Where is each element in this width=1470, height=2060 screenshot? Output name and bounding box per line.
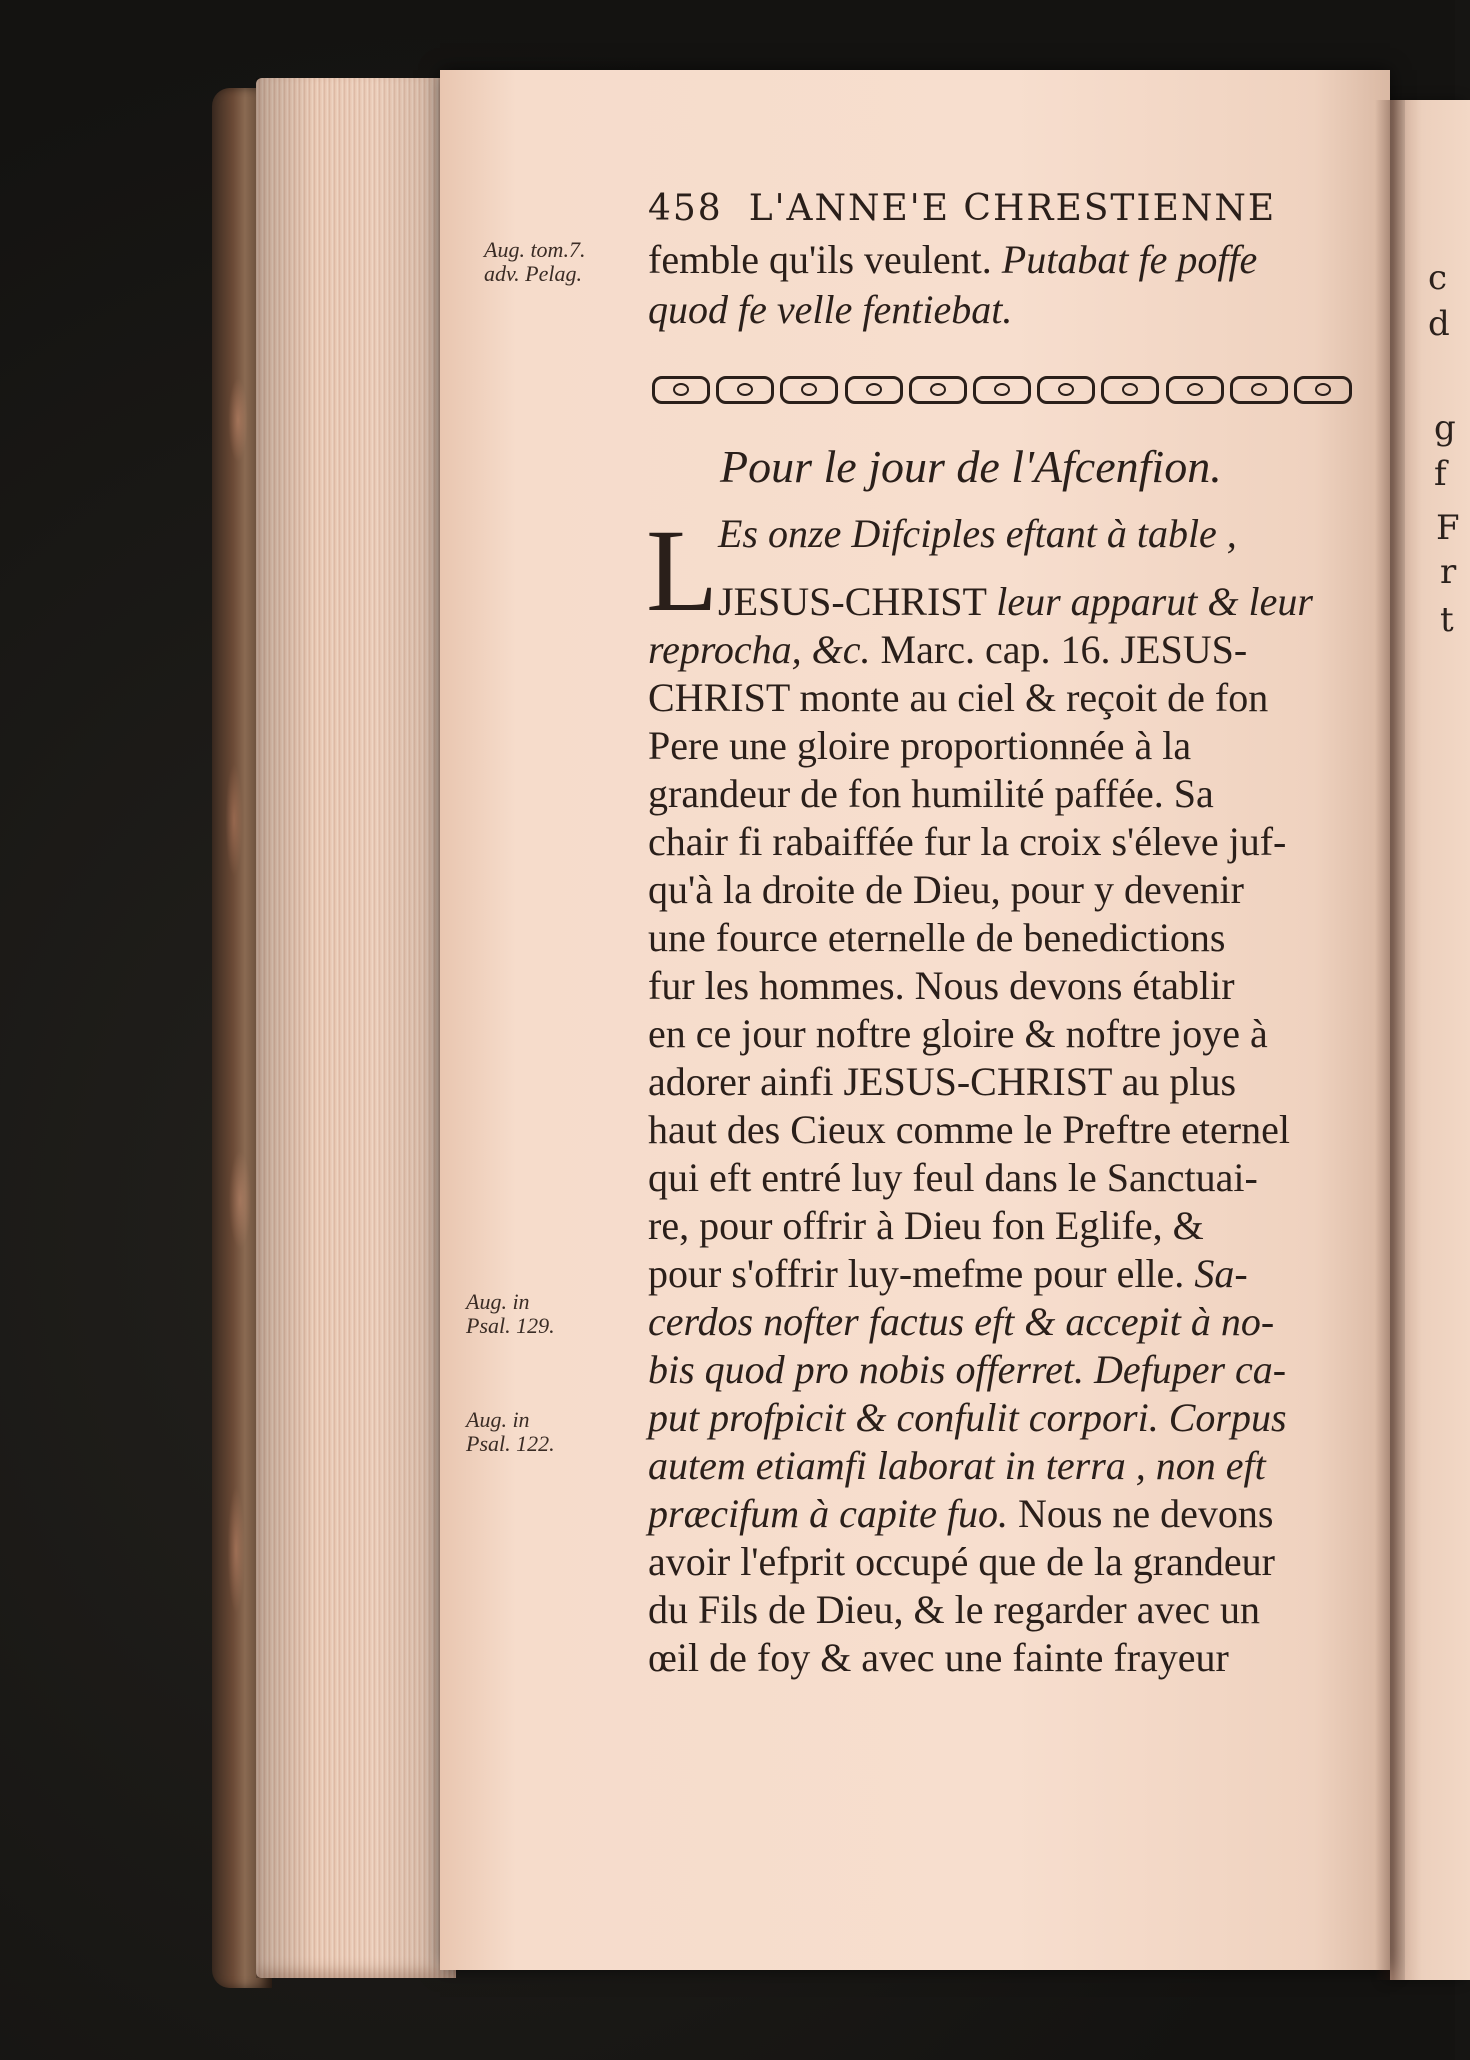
margin-note-line: Aug. in bbox=[466, 1289, 530, 1314]
text-roman: qui eft entré luy feul dans le Sanctuai- bbox=[648, 1155, 1258, 1200]
text-line bbox=[648, 1442, 1353, 1490]
text-roman: avoir l'efprit occupé que de la grandeur bbox=[648, 1539, 1275, 1584]
text-italic: quod fe velle fentiebat. bbox=[648, 287, 1013, 332]
text-line bbox=[648, 236, 1353, 284]
facing-page-fragment: d bbox=[1428, 304, 1450, 344]
section-title: Pour le jour de l'Afcenfion. bbox=[720, 441, 1222, 492]
text-line bbox=[648, 770, 1353, 818]
ornament-glyph bbox=[1037, 376, 1095, 404]
text-roman: CHRIST monte au ciel & reçoit de fon bbox=[648, 675, 1269, 720]
text-roman: en ce jour noftre gloire & noftre joye à bbox=[648, 1011, 1268, 1056]
ornament-glyph bbox=[652, 376, 710, 404]
text-line bbox=[648, 1298, 1353, 1346]
running-header bbox=[648, 188, 1348, 229]
text-line bbox=[648, 1490, 1353, 1538]
text-line bbox=[648, 626, 1353, 674]
text-line bbox=[648, 914, 1353, 962]
text-line bbox=[648, 1202, 1353, 1250]
running-title: L'ANNE'E CHRESTIENNE bbox=[748, 188, 1277, 229]
text-line bbox=[648, 1538, 1353, 1586]
text-roman: Marc. cap. 16. JESUS- bbox=[870, 627, 1248, 672]
text-line bbox=[648, 866, 1353, 914]
facing-page-fragment: F bbox=[1436, 508, 1460, 548]
facing-page-fragment: f bbox=[1434, 454, 1447, 494]
text-line bbox=[648, 962, 1353, 1010]
margin-note-line: Psal. 129. bbox=[466, 1313, 555, 1338]
ornament-glyph bbox=[845, 376, 903, 404]
text-roman: du Fils de Dieu, & le regarder avec un bbox=[648, 1587, 1261, 1632]
page-stack-shading bbox=[256, 78, 456, 1978]
drop-cap: L bbox=[646, 505, 719, 636]
margin-note-line: adv. Pelag. bbox=[484, 261, 582, 286]
ornament-glyph bbox=[973, 376, 1031, 404]
text-roman: femble qu'ils veulent. bbox=[648, 237, 1002, 282]
text-italic: reprocha, &c. bbox=[648, 627, 871, 672]
text-italic: bis quod pro nobis offerret. Defuper ca- bbox=[648, 1347, 1287, 1392]
text-italic: Sa- bbox=[1194, 1251, 1248, 1296]
margin-note-line: Aug. in bbox=[466, 1407, 530, 1432]
text-line bbox=[648, 1154, 1353, 1202]
ornament-glyph bbox=[716, 376, 774, 404]
text-line bbox=[648, 1058, 1353, 1106]
text-roman: Nous ne devons bbox=[1007, 1491, 1274, 1536]
ornament-glyph bbox=[909, 376, 967, 404]
text-line bbox=[648, 1346, 1353, 1394]
book-gutter bbox=[1375, 100, 1405, 1980]
text-roman: haut des Cieux comme le Preftre eternel bbox=[648, 1107, 1290, 1152]
text-roman: pour s'offrir luy-mefme pour elle. bbox=[648, 1251, 1195, 1296]
text-italic: autem etiamfi laborat in terra , non eft bbox=[648, 1443, 1266, 1488]
margin-note bbox=[466, 1290, 555, 1338]
text-roman: une fource eternelle de benedictions bbox=[648, 915, 1226, 960]
page-number: 458 bbox=[648, 188, 723, 229]
ornament-glyph bbox=[1101, 376, 1159, 404]
facing-page-fragment: r bbox=[1440, 552, 1457, 592]
facing-page-fragment: c bbox=[1428, 258, 1448, 298]
margin-note-line: Aug. tom.7. bbox=[484, 237, 586, 262]
facing-page-fragment: g bbox=[1434, 408, 1456, 448]
text-roman: grandeur de fon humilité paffée. Sa bbox=[648, 771, 1214, 816]
ornamental-divider bbox=[652, 372, 1352, 408]
margin-note-line: Psal. 122. bbox=[466, 1431, 555, 1456]
text-line bbox=[718, 578, 1358, 626]
text-italic: leur apparut & leur bbox=[996, 579, 1313, 624]
ornament-glyph bbox=[1230, 376, 1288, 404]
text-line bbox=[648, 1394, 1353, 1442]
margin-note bbox=[466, 1408, 555, 1456]
text-italic: put profpicit & confulit corpori. Corpus bbox=[648, 1395, 1287, 1440]
text-line bbox=[718, 510, 1358, 558]
text-line bbox=[648, 1634, 1353, 1682]
text-roman: chair fi rabaiffée fur la croix s'éleve juf- bbox=[648, 819, 1287, 864]
margin-note bbox=[484, 238, 585, 286]
ornament-glyph bbox=[1294, 376, 1352, 404]
text-italic: cerdos nofter factus eft & accepit à no- bbox=[648, 1299, 1275, 1344]
text-roman: re, pour offrir à Dieu fon Eglife, & bbox=[648, 1203, 1204, 1248]
text-italic: Es onze Difciples eftant à table , bbox=[718, 511, 1237, 556]
marbled-cover-pattern bbox=[218, 300, 258, 1800]
text-italic: præcifum à capite fuo. bbox=[648, 1491, 1008, 1536]
text-roman: fur les hommes. Nous devons établir bbox=[648, 963, 1235, 1008]
text-roman: JESUS-CHRIST bbox=[718, 579, 997, 624]
text-line bbox=[648, 1106, 1353, 1154]
facing-page-fragment: t bbox=[1440, 600, 1454, 640]
text-line bbox=[648, 818, 1353, 866]
text-line bbox=[648, 674, 1353, 722]
text-line bbox=[648, 1586, 1353, 1634]
text-line bbox=[648, 1250, 1353, 1298]
text-line bbox=[648, 722, 1353, 770]
text-roman: qu'à la droite de Dieu, pour y devenir bbox=[648, 867, 1244, 912]
text-line bbox=[648, 286, 1353, 334]
text-roman: œil de foy & avec une fainte frayeur bbox=[648, 1635, 1229, 1680]
text-italic: Putabat fe poffe bbox=[1001, 237, 1258, 282]
ornament-glyph bbox=[780, 376, 838, 404]
text-line bbox=[648, 1010, 1353, 1058]
text-roman: adorer ainfi JESUS-CHRIST au plus bbox=[648, 1059, 1237, 1104]
text-roman: Pere une gloire proportionnée à la bbox=[648, 723, 1192, 768]
ornament-glyph bbox=[1166, 376, 1224, 404]
